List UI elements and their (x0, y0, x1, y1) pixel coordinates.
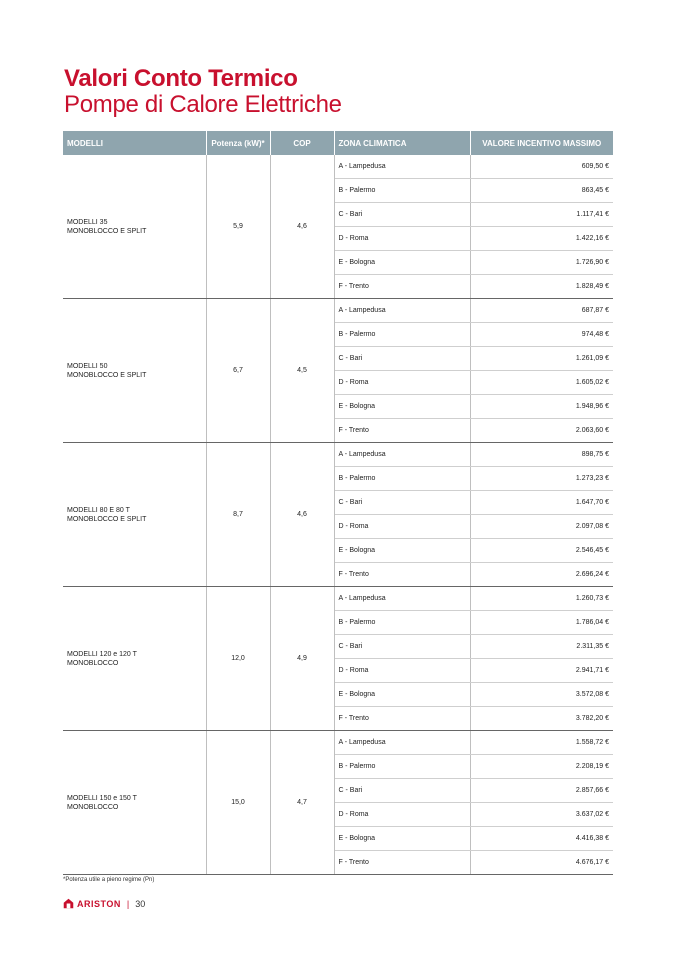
zone-cell: B - Palermo (334, 179, 470, 203)
zone-cell: C - Bari (334, 491, 470, 515)
incentive-value-cell: 1.260,73 € (470, 587, 613, 611)
zone-cell: A - Lampedusa (334, 731, 470, 755)
page-footer (63, 898, 145, 909)
incentive-value-cell: 2.311,35 € (470, 635, 613, 659)
model-cell: MODELLI 50 MONOBLOCCO E SPLIT (63, 299, 206, 443)
power-cell: 5,9 (206, 155, 270, 299)
incentive-value-cell: 1.605,02 € (470, 371, 613, 395)
incentive-value-cell: 863,45 € (470, 179, 613, 203)
incentive-table (63, 131, 613, 875)
header-cop: COP (270, 131, 334, 155)
cop-cell: 4,6 (270, 443, 334, 587)
header-incentive: VALORE INCENTIVO MASSIMO (470, 131, 613, 155)
incentive-value-cell: 4.416,38 € (470, 827, 613, 851)
incentive-value-cell: 2.546,45 € (470, 539, 613, 563)
zone-cell: C - Bari (334, 347, 470, 371)
incentive-value-cell: 2.941,71 € (470, 659, 613, 683)
incentive-value-cell: 1.558,72 € (470, 731, 613, 755)
incentive-value-cell: 1.261,09 € (470, 347, 613, 371)
power-cell: 8,7 (206, 443, 270, 587)
zone-cell: D - Roma (334, 515, 470, 539)
zone-cell: F - Trento (334, 851, 470, 875)
incentive-value-cell: 609,50 € (470, 155, 613, 179)
incentive-value-cell: 2.857,66 € (470, 779, 613, 803)
page-number: 30 (135, 898, 146, 909)
zone-cell: E - Bologna (334, 827, 470, 851)
incentive-value-cell: 2.208,19 € (470, 755, 613, 779)
table-row (63, 155, 613, 179)
zone-cell: C - Bari (334, 203, 470, 227)
cop-cell: 4,9 (270, 587, 334, 731)
footer-separator: | (126, 898, 130, 909)
zone-cell: F - Trento (334, 275, 470, 299)
zone-cell: B - Palermo (334, 323, 470, 347)
incentive-value-cell: 2.063,60 € (470, 419, 613, 443)
model-cell: MODELLI 35 MONOBLOCCO E SPLIT (63, 155, 206, 299)
zone-cell: D - Roma (334, 227, 470, 251)
zone-cell: E - Bologna (334, 683, 470, 707)
zone-cell: D - Roma (334, 659, 470, 683)
incentive-value-cell: 2.696,24 € (470, 563, 613, 587)
zone-cell: E - Bologna (334, 539, 470, 563)
model-cell: MODELLI 80 E 80 T MONOBLOCCO E SPLIT (63, 443, 206, 587)
incentive-value-cell: 1.422,16 € (470, 227, 613, 251)
power-cell: 15,0 (206, 731, 270, 875)
house-icon (63, 898, 74, 909)
incentive-value-cell: 4.676,17 € (470, 851, 613, 875)
zone-cell: B - Palermo (334, 611, 470, 635)
incentive-value-cell: 3.782,20 € (470, 707, 613, 731)
table-header-row (63, 131, 613, 155)
incentive-value-cell: 1.828,49 € (470, 275, 613, 299)
header-model: MODELLI (63, 131, 206, 155)
table-row (63, 299, 613, 323)
zone-cell: B - Palermo (334, 755, 470, 779)
incentive-value-cell: 2.097,08 € (470, 515, 613, 539)
incentive-value-cell: 3.572,08 € (470, 683, 613, 707)
zone-cell: E - Bologna (334, 395, 470, 419)
model-cell: MODELLI 150 e 150 T MONOBLOCCO (63, 731, 206, 875)
zone-cell: E - Bologna (334, 251, 470, 275)
incentive-value-cell: 1.273,23 € (470, 467, 613, 491)
table-body (63, 155, 613, 875)
zone-cell: B - Palermo (334, 467, 470, 491)
table-row (63, 443, 613, 467)
incentive-value-cell: 1.647,70 € (470, 491, 613, 515)
header-power: Potenza (kW)* (206, 131, 270, 155)
incentive-value-cell: 1.948,96 € (470, 395, 613, 419)
incentive-value-cell: 3.637,02 € (470, 803, 613, 827)
incentive-value-cell: 1.117,41 € (470, 203, 613, 227)
model-cell: MODELLI 120 e 120 T MONOBLOCCO (63, 587, 206, 731)
cop-cell: 4,6 (270, 155, 334, 299)
zone-cell: F - Trento (334, 563, 470, 587)
zone-cell: F - Trento (334, 707, 470, 731)
zone-cell: A - Lampedusa (334, 155, 470, 179)
incentive-value-cell: 898,75 € (470, 443, 613, 467)
power-cell: 6,7 (206, 299, 270, 443)
incentive-value-cell: 974,48 € (470, 323, 613, 347)
cop-cell: 4,7 (270, 731, 334, 875)
brand-name: ARISTON (77, 898, 121, 909)
power-cell: 12,0 (206, 587, 270, 731)
zone-cell: C - Bari (334, 635, 470, 659)
table-row (63, 731, 613, 755)
zone-cell: A - Lampedusa (334, 443, 470, 467)
incentive-value-cell: 1.786,04 € (470, 611, 613, 635)
zone-cell: D - Roma (334, 371, 470, 395)
cop-cell: 4,5 (270, 299, 334, 443)
title-line-1: Valori Conto Termico (64, 65, 298, 92)
zone-cell: A - Lampedusa (334, 587, 470, 611)
incentive-value-cell: 687,87 € (470, 299, 613, 323)
footnote: *Potenza utile a pieno regime (Pn) (63, 877, 155, 883)
zone-cell: F - Trento (334, 419, 470, 443)
title-line-2: Pompe di Calore Elettriche (64, 91, 342, 118)
header-zone: ZONA CLIMATICA (334, 131, 470, 155)
zone-cell: D - Roma (334, 803, 470, 827)
zone-cell: A - Lampedusa (334, 299, 470, 323)
table-row (63, 587, 613, 611)
zone-cell: C - Bari (334, 779, 470, 803)
page-title (64, 66, 342, 118)
incentive-value-cell: 1.726,90 € (470, 251, 613, 275)
